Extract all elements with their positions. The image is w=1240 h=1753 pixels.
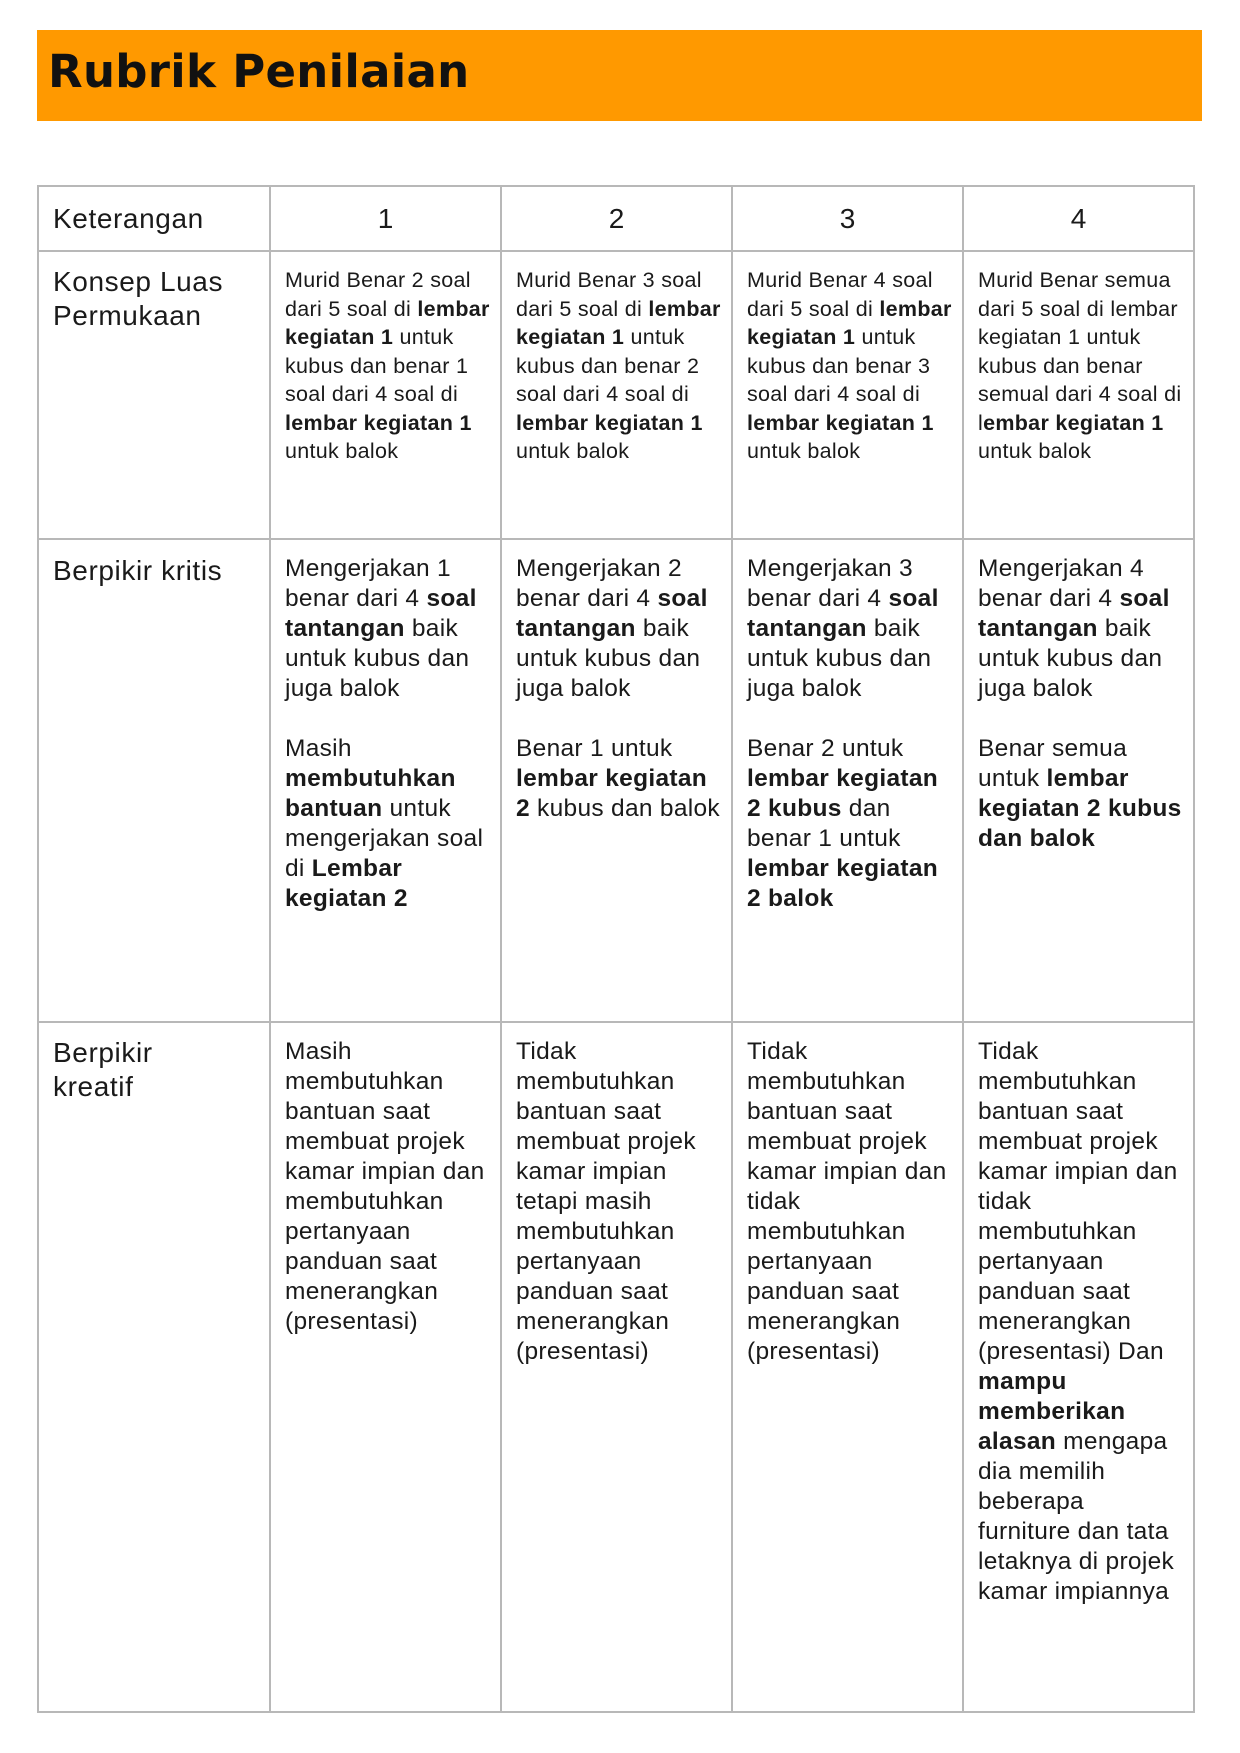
kritis-level-4-cell — [963, 539, 1194, 1022]
header-level-1: 1 — [270, 186, 501, 251]
cell-bold-text: soal tantangan — [516, 585, 708, 642]
cell-text: Murid Benar 3 soal dari 5 soal di — [516, 268, 702, 321]
row-label-line: Permukaan — [53, 300, 202, 331]
konsep-level-4-cell — [963, 251, 1194, 539]
header-level-3: 3 — [732, 186, 963, 251]
cell-text: Murid Benar semua dari 5 soal di lembar kegiatan 1 untuk kubus dan benar semual dari 4 soal di l — [978, 268, 1182, 435]
cell-bold-text: mampu memberikan alasan — [978, 1368, 1126, 1455]
konsep-level-2-cell — [501, 251, 732, 539]
cell-text: baik untuk kubus dan juga balok — [978, 615, 1163, 702]
cell-text: kubus dan balok — [529, 795, 720, 822]
cell-text: Murid Benar 2 soal dari 5 soal di — [285, 268, 471, 321]
cell-bold-text: lembar kegiatan 1 — [516, 296, 721, 349]
header-level-2: 2 — [501, 186, 732, 251]
header-keterangan: Keterangan — [38, 186, 270, 251]
row-label-kreatif — [38, 1022, 270, 1712]
row-label-line: Konsep Luas — [53, 266, 224, 297]
cell-bold-text: membutuhkan bantuan — [285, 765, 456, 822]
rubric-table — [37, 185, 1195, 1713]
cell-bold-text: lembar kegiatan 2 balok — [747, 855, 939, 912]
row-label-line: kreatif — [53, 1071, 134, 1102]
konsep-level-3-cell — [732, 251, 963, 539]
cell-text: Benar semua untuk — [978, 735, 1128, 792]
page-title: Rubrik Penilaian — [48, 45, 470, 98]
cell-text: untuk mengerjakan soal di — [285, 795, 484, 882]
cell-text: untuk kubus dan benar 2 soal dari 4 soal di — [516, 325, 700, 406]
cell-bold-text: lembar kegiatan 1 — [747, 296, 952, 349]
cell-text: Mengerjakan 1 benar dari 4 — [285, 555, 451, 612]
kritis-level-3-cell — [732, 539, 963, 1022]
cell-text: dan benar 1 untuk — [747, 795, 901, 852]
cell-bold-text: Lembar kegiatan 2 — [285, 855, 408, 912]
kreatif-level-3-cell: Tidak membutuhkan bantuan saat membuat projek kamar impian dan tidak membutuhkan pertanyaan panduan saat menerangkan (presentasi) — [732, 1022, 963, 1712]
cell-text: Masih — [285, 735, 352, 762]
row-label-kritis: Berpikir kritis — [38, 539, 270, 1022]
cell-text: baik untuk kubus dan juga balok — [516, 615, 701, 702]
konsep-level-1-cell — [270, 251, 501, 539]
cell-text: mengapa dia memilih beberapa furniture dan tata letaknya di projek kamar impiannya — [978, 1428, 1175, 1605]
row-label-konsep — [38, 251, 270, 539]
cell-text: Murid Benar 4 soal dari 5 soal di — [747, 268, 933, 321]
header-level-4: 4 — [963, 186, 1194, 251]
cell-text: untuk balok — [285, 439, 399, 463]
cell-text: Mengerjakan 4 benar dari 4 — [978, 555, 1144, 612]
cell-bold-text: soal tantangan — [285, 585, 477, 642]
cell-text: Mengerjakan 2 benar dari 4 — [516, 555, 682, 612]
cell-bold-text: lembar kegiatan 1 — [747, 410, 934, 435]
title-banner — [37, 30, 1202, 121]
kreatif-level-1-cell: Masih membutuhkan bantuan saat membuat projek kamar impian dan membutuhkan pertanyaan panduan saat menerangkan (presentasi) — [270, 1022, 501, 1712]
cell-text: Mengerjakan 3 benar dari 4 — [747, 555, 913, 612]
kreatif-level-4-cell — [963, 1022, 1194, 1712]
cell-bold-text: lembar kegiatan 2 kubus dan balok — [978, 765, 1182, 852]
cell-text: untuk balok — [516, 439, 630, 463]
cell-text: untuk balok — [978, 439, 1092, 463]
cell-text: baik untuk kubus dan juga balok — [747, 615, 932, 702]
cell-text: baik untuk kubus dan juga balok — [285, 615, 470, 702]
cell-text: Benar 1 untuk — [516, 735, 673, 762]
cell-bold-text: soal tantangan — [747, 585, 939, 642]
kritis-level-2-cell — [501, 539, 732, 1022]
cell-bold-text: embar kegiatan 1 — [983, 410, 1164, 435]
cell-bold-text: soal tantangan — [978, 585, 1170, 642]
cell-text: Benar 2 untuk — [747, 735, 904, 762]
table-row — [38, 1022, 1194, 1712]
cell-text: untuk kubus dan benar 3 soal dari 4 soal di — [747, 325, 931, 406]
cell-bold-text: lembar kegiatan 1 — [285, 296, 490, 349]
table-header-row — [38, 186, 1194, 251]
kreatif-level-2-cell: Tidak membutuhkan bantuan saat membuat projek kamar impian tetapi masih membutuhkan pertanyaan panduan saat menerangkan (presentasi) — [501, 1022, 732, 1712]
cell-text: untuk kubus dan benar 1 soal dari 4 soal di — [285, 325, 469, 406]
cell-bold-text: lembar kegiatan 2 — [516, 765, 708, 822]
table-row — [38, 251, 1194, 539]
cell-bold-text: lembar kegiatan 1 — [516, 410, 703, 435]
table-row — [38, 539, 1194, 1022]
cell-bold-text: lembar kegiatan 2 kubus — [747, 765, 939, 822]
row-label-line: Berpikir — [53, 1037, 153, 1068]
cell-text: untuk balok — [747, 439, 861, 463]
cell-bold-text: lembar kegiatan 1 — [285, 410, 472, 435]
kritis-level-1-cell — [270, 539, 501, 1022]
cell-text: Tidak membutuhkan bantuan saat membuat projek kamar impian dan tidak membutuhkan pertanyaan panduan saat menerangkan (presentasi) Dan — [978, 1038, 1178, 1365]
